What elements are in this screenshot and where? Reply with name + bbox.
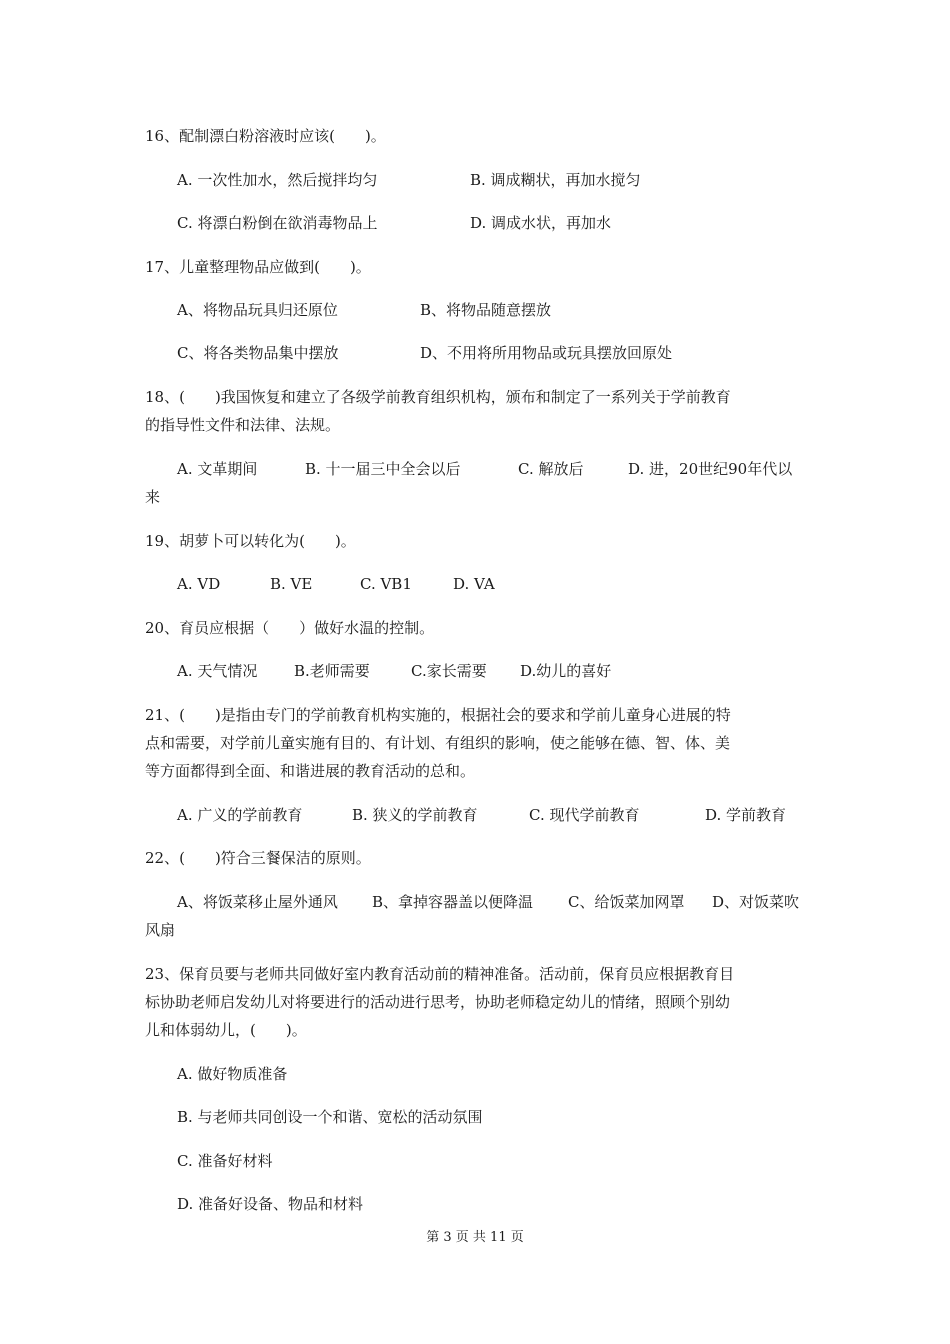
question-23-option-b: B. 与老师共同创设一个和谐、宽松的活动氛围	[177, 1108, 483, 1126]
question-19-stem: 19、胡萝卜可以转化为( )。	[145, 532, 356, 550]
question-17-option-c: C、将各类物品集中摆放	[177, 344, 339, 362]
question-23-option-c: C. 准备好材料	[177, 1152, 273, 1170]
question-20-option-a: A. 天气情况	[177, 662, 258, 680]
question-21-option-d: D. 学前教育	[705, 806, 787, 824]
question-17-stem: 17、儿童整理物品应做到( )。	[145, 258, 371, 276]
question-21-option-c: C. 现代学前教育	[529, 806, 640, 824]
question-20-option-b: B.老师需要	[294, 662, 370, 680]
question-20-option-d: D.幼儿的喜好	[520, 662, 612, 680]
question-19-option-d: D. VA	[453, 575, 495, 593]
question-18-option-b: B. 十一届三中全会以后	[305, 460, 461, 478]
page-number-footer: 第 3 页 共 11 页	[426, 1230, 524, 1245]
question-22-option-d: D、对饭菜吹	[712, 893, 800, 911]
question-21-stem-line-2: 点和需要，对学前儿童实施有目的、有计划、有组织的影响，使之能够在德、智、体、美	[145, 734, 731, 752]
question-18-option-d: D. 进，20世纪90年代以	[628, 460, 793, 478]
question-18-option-a: A. 文革期间	[177, 460, 258, 478]
question-18-option-c: C. 解放后	[518, 460, 584, 478]
question-19-option-b: B. VE	[270, 575, 313, 593]
question-17-option-b: B、将物品随意摆放	[420, 301, 552, 319]
question-22-option-a: A、将饭菜移止屋外通风	[177, 893, 338, 911]
question-23-stem-line-1: 23、保育员要与老师共同做好室内教育活动前的精神准备。活动前，保育员应根据教育目	[145, 965, 735, 983]
question-18-stem-line-1: 18、( )我国恢复和建立了各级学前教育组织机构，颁布和制定了一系列关于学前教育	[145, 388, 731, 406]
question-20-stem: 20、育员应根据（ ）做好水温的控制。	[145, 619, 435, 637]
question-22-option-d-continued: 风扇	[145, 921, 176, 939]
question-21-stem-line-1: 21、( )是指由专门的学前教育机构实施的，根据社会的要求和学前儿童身心进展的特	[145, 706, 731, 724]
question-22-stem: 22、( )符合三餐保洁的原则。	[145, 849, 371, 867]
question-17-option-d: D、不用将所用物品或玩具摆放回原处	[420, 344, 673, 362]
question-22-option-c: C、给饭菜加网罩	[568, 893, 685, 911]
question-17-option-a: A、将物品玩具归还原位	[177, 301, 338, 319]
question-16-option-c: C. 将漂白粉倒在欲消毒物品上	[177, 214, 378, 232]
question-16-option-a: A. 一次性加水，然后搅拌均匀	[177, 171, 378, 189]
question-16-stem: 16、配制漂白粉溶液时应该( )。	[145, 127, 386, 145]
question-23-stem-line-2: 标协助老师启发幼儿对将要进行的活动进行思考，协助老师稳定幼儿的情绪，照顾个别幼	[145, 993, 731, 1011]
question-21-option-a: A. 广义的学前教育	[177, 806, 303, 824]
question-21-option-b: B. 狭义的学前教育	[352, 806, 478, 824]
question-19-option-a: A. VD	[177, 575, 221, 593]
question-16-option-b: B. 调成糊状，再加水搅匀	[470, 171, 641, 189]
question-18-option-d-continued: 来	[145, 488, 161, 506]
question-23-option-d: D. 准备好设备、物品和材料	[177, 1195, 364, 1213]
question-20-option-c: C.家长需要	[411, 662, 487, 680]
question-19-option-c: C. VB1	[360, 575, 412, 593]
question-22-option-b: B、拿掉容器盖以便降温	[372, 893, 534, 911]
question-16-option-d: D. 调成水状，再加水	[470, 214, 612, 232]
question-23-stem-line-3: 儿和体弱幼儿，( )。	[145, 1021, 307, 1039]
question-18-stem-line-2: 的指导性文件和法律、法规。	[145, 416, 341, 434]
question-21-stem-line-3: 等方面都得到全面、和谐进展的教育活动的总和。	[145, 762, 476, 780]
question-23-option-a: A. 做好物质准备	[177, 1065, 288, 1083]
